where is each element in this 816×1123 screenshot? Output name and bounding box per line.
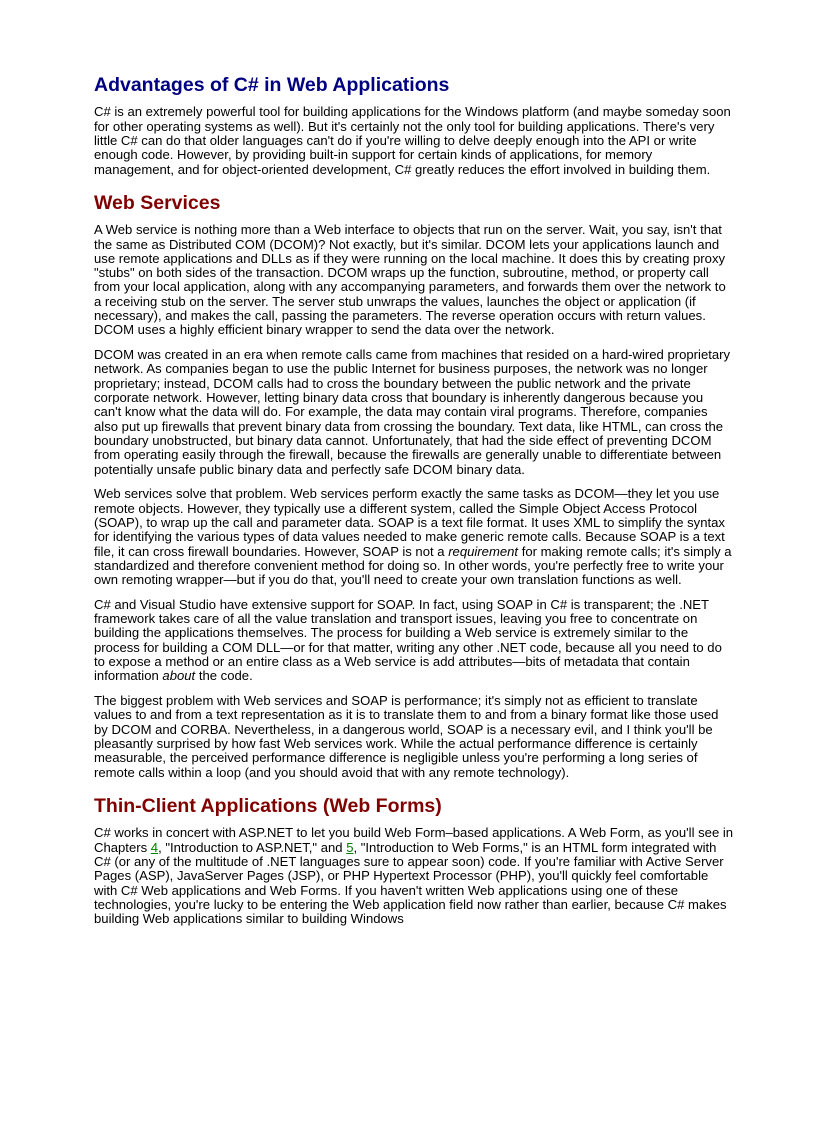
paragraph: C# is an extremely powerful tool for building applications for the Windows platform (and maybe someday soon for other operating systems as well). But it's certainly not the only tool for building applications. There's very little C# can do that older languages can't do if you're willing to delve deeply enough into the API or write enough code. However, by providing built-in support for certain kinds of applications, for memory management, and for object-oriented development, C# greatly reduces the effort involved in building them. bbox=[94, 104, 731, 177]
section-heading: Thin-Client Applications (Web Forms) bbox=[94, 794, 442, 817]
paragraph: A Web service is nothing more than a Web interface to objects that run on the server. Wait, you say, isn't that the same as Distributed COM (DCOM)? Not exactly, but it's similar. DCOM lets your applications launch and use remote applications and DLLs as if they were running on the local machine. It does this by creating proxy "stubs" on both sides of the transaction. DCOM wraps up the function, subroutine, method, or property call from your local application, along with any accompanying parameters, and forwards them over the network to a receiving stub on the server. The server stub unwraps the values, launches the object or application (if necessary), and makes the call, passing the parameters. The reverse operation occurs with return values. DCOM uses a highly efficient binary wrapper to send the data over the network. bbox=[94, 222, 726, 338]
paragraph bbox=[94, 487, 734, 587]
paragraph-text: Web services solve that problem. Web services perform exactly the same tasks as DCOM—they let you use remote objects. However, they typically use a different system, called the Simple Object Access Protocol (SOAP), to wrap up the call and parameter data. SOAP is a text file format. It uses XML to simplify the syntax for identifying the various types of data values needed to make generic remote calls. Because SOAP is a text file, it can cross firewall boundaries. However, SOAP is not a bbox=[94, 486, 725, 559]
chapter-4-link[interactable]: 4 bbox=[150, 839, 159, 855]
paragraph: DCOM was created in an era when remote calls came from machines that resided on a hard-wired proprietary network. As companies began to use the public Internet for business purposes, the network was no longer proprietary; instead, DCOM calls had to cross the boundary between the public network and the private corporate network. However, letting binary data cross that boundary is inherently dangerous because you can't know what the data will do. For example, the data may contain viral programs. Therefore, companies also put up firewalls that prevent binary data from crossing the boundary. Text data, like HTML, can cross the boundary unobstructed, but binary data cannot. Unfortunately, that had the side effect of preventing DCOM from operating easily through the firewall, because the firewalls are generally unable to differentiate between potentially unsafe public binary data and perfectly safe DCOM binary data. bbox=[94, 347, 731, 477]
section-thin-client bbox=[94, 795, 734, 926]
emphasis-text: about bbox=[162, 668, 196, 684]
chapter-5-link[interactable]: 5 bbox=[346, 839, 354, 855]
paragraph bbox=[94, 598, 734, 684]
section-web-services bbox=[94, 192, 734, 780]
paragraph-text: for making remote calls; it's simply a standardized and therefore convenient method for doing so. In other words, you're perfectly free to write your own remoting wrapper—but if you do that, you'll need to create your own translation functions as well. bbox=[94, 543, 732, 588]
paragraph-text: , "Introduction to Web Forms," is an HTML form integrated with C# (or any of the multitude of .NET languages sure to appear soon) code. If you're familiar with Active Server Pages (ASP), JavaServer Pages (JSP), or PHP Hypertext Processor (PHP), you'll quickly feel comfortable with C# Web applications and Web Forms. If you haven't written Web applications using one of these technologies, you're lucky to be entering the Web application field now rather than earlier, because C# makes building Web applications similar to building Windows bbox=[94, 839, 727, 927]
section-heading: Web Services bbox=[94, 191, 221, 214]
section-heading: Advantages of C# in Web Applications bbox=[94, 74, 450, 96]
emphasis-text: requirement bbox=[448, 543, 519, 559]
page-content bbox=[94, 74, 734, 941]
paragraph bbox=[94, 826, 734, 926]
paragraph-text: the code. bbox=[195, 668, 253, 684]
section-advantages bbox=[94, 74, 734, 177]
paragraph-text: , "Introduction to ASP.NET," and bbox=[158, 839, 347, 855]
paragraph: The biggest problem with Web services and SOAP is performance; it's simply not as efficient to translate values to and from a text representation as it is to translate them to and from a binary format like those used by DCOM and CORBA. Nevertheless, in a dangerous world, SOAP is a necessary evil, and I think you'll be pleasantly surprised by how fast Web services work. While the actual performance difference is certainly measurable, the perceived performance difference is negligible unless you're performing a long series of remote calls within a loop (and you should avoid that with any remote technology). bbox=[94, 693, 719, 780]
paragraph-text: C# and Visual Studio have extensive support for SOAP. In fact, using SOAP in C# is transparent; the .NET framework takes care of all the value translation and transport issues, leaving you free to concentrate on building the applications themselves. The process for building a Web service is extremely similar to the process for building a COM DLL—or for that matter, writing any other .NET code, because all you need to do to expose a method or an entire class as a Web service is add attributes—bits of metadata that contain information bbox=[94, 596, 722, 684]
paragraph-text: C# works in concert with ASP.NET to let you build Web Form–based applications. A Web Form, as you'll see in Chapters bbox=[94, 825, 734, 855]
